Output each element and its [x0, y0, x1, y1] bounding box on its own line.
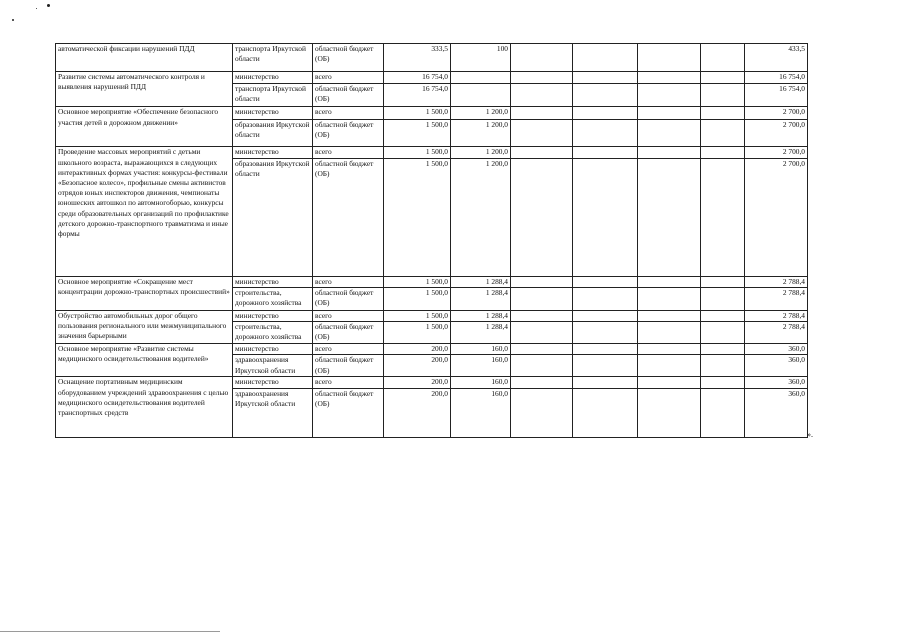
- value-cell: [573, 83, 638, 107]
- total-cell: 360,0: [745, 355, 808, 377]
- funding-source-cell: областной бюджет (ОБ): [313, 322, 384, 344]
- value-cell: 100: [451, 44, 511, 72]
- value-cell: [638, 388, 701, 437]
- total-cell: 2 788,4: [745, 310, 808, 321]
- value-cell: 16 754,0: [384, 71, 451, 83]
- value-cell: [451, 83, 511, 107]
- value-cell: [573, 71, 638, 83]
- value-cell: [638, 288, 701, 311]
- executor-cell: строительства, дорожного хозяйства: [233, 288, 313, 311]
- value-cell: [451, 71, 511, 83]
- funding-source-cell: всего: [313, 107, 384, 119]
- value-cell: [573, 310, 638, 321]
- table-row: [56, 276, 808, 287]
- value-cell: [573, 44, 638, 72]
- executor-cell: министерство: [233, 107, 313, 119]
- funding-source-cell: всего: [313, 310, 384, 321]
- value-cell: [638, 158, 701, 276]
- total-cell: 2 700,0: [745, 107, 808, 119]
- executor-cell: министерство: [233, 377, 313, 388]
- total-cell: 16 754,0: [745, 83, 808, 107]
- value-cell: 1 500,0: [384, 276, 451, 287]
- budget-table: [55, 43, 808, 438]
- value-cell: [573, 355, 638, 377]
- executor-cell: здравоохранения Иркутской области: [233, 355, 313, 377]
- table-row: [56, 71, 808, 83]
- value-cell: [573, 158, 638, 276]
- scan-edge-line: [0, 631, 220, 632]
- value-cell: [511, 343, 573, 354]
- measure-name-cell: Развитие системы автоматического контроля и выявления нарушений ПДД: [56, 71, 233, 107]
- measure-name-cell: Проведение массовых мероприятий с детьми школьного возраста, выражающихся в следующих интерактивных формах участия: конкурсы-фестивали «Безопасное колесо», профильные смены активистов отрядов юных инспекторов движения, чемпионаты юношеских автошкол по автомногоборью, конкурсы среди образовательных организаций по профилактике детского дорожно-транспортного травматизма и иные формы: [56, 147, 233, 276]
- value-cell: [701, 147, 745, 158]
- value-cell: [701, 322, 745, 344]
- value-cell: [638, 355, 701, 377]
- table-row: [56, 147, 808, 158]
- value-cell: 1 500,0: [384, 119, 451, 147]
- funding-source-cell: всего: [313, 147, 384, 158]
- value-cell: 200,0: [384, 388, 451, 437]
- funding-source-cell: областной бюджет (ОБ): [313, 355, 384, 377]
- value-cell: [701, 310, 745, 321]
- value-cell: [573, 107, 638, 119]
- value-cell: [511, 355, 573, 377]
- value-cell: [573, 276, 638, 287]
- value-cell: [511, 147, 573, 158]
- executor-cell: строительства, дорожного хозяйства: [233, 322, 313, 344]
- value-cell: [701, 71, 745, 83]
- total-cell: 433,5: [745, 44, 808, 72]
- value-cell: [701, 158, 745, 276]
- executor-cell: министерство: [233, 310, 313, 321]
- funding-source-cell: областной бюджет (ОБ): [313, 288, 384, 311]
- value-cell: 160,0: [451, 343, 511, 354]
- value-cell: [638, 322, 701, 344]
- value-cell: [701, 288, 745, 311]
- total-cell: 2 700,0: [745, 119, 808, 147]
- value-cell: 1 500,0: [384, 310, 451, 321]
- value-cell: 1 200,0: [451, 119, 511, 147]
- value-cell: [701, 107, 745, 119]
- value-cell: [701, 388, 745, 437]
- value-cell: 1 500,0: [384, 107, 451, 119]
- value-cell: [511, 310, 573, 321]
- funding-source-cell: всего: [313, 71, 384, 83]
- value-cell: [638, 276, 701, 287]
- value-cell: [573, 322, 638, 344]
- scan-speck: [47, 4, 50, 7]
- value-cell: 1 500,0: [384, 288, 451, 311]
- table-row: [56, 343, 808, 354]
- value-cell: 200,0: [384, 377, 451, 388]
- value-cell: [573, 388, 638, 437]
- value-cell: [511, 158, 573, 276]
- value-cell: [701, 83, 745, 107]
- executor-cell: министерство: [233, 343, 313, 354]
- value-cell: [638, 147, 701, 158]
- measure-name-cell: Основное мероприятие «Развитие системы медицинского освидетельствования водителей»: [56, 343, 233, 376]
- executor-cell: министерство: [233, 71, 313, 83]
- funding-source-cell: областной бюджет (ОБ): [313, 158, 384, 276]
- value-cell: [573, 343, 638, 354]
- value-cell: [701, 119, 745, 147]
- scan-speck: [12, 19, 14, 21]
- measure-name-cell: автоматической фиксации нарушений ПДД: [56, 44, 233, 72]
- total-cell: 2 700,0: [745, 158, 808, 276]
- value-cell: 1 288,4: [451, 276, 511, 287]
- value-cell: [511, 83, 573, 107]
- value-cell: 333,5: [384, 44, 451, 72]
- funding-source-cell: областной бюджет (ОБ): [313, 119, 384, 147]
- value-cell: [511, 377, 573, 388]
- funding-source-cell: всего: [313, 377, 384, 388]
- value-cell: [638, 71, 701, 83]
- executor-cell: здравоохранения Иркутской области: [233, 388, 313, 437]
- funding-source-cell: всего: [313, 276, 384, 287]
- value-cell: [638, 310, 701, 321]
- value-cell: [573, 288, 638, 311]
- value-cell: [638, 119, 701, 147]
- value-cell: 1 288,4: [451, 288, 511, 311]
- value-cell: [638, 343, 701, 354]
- value-cell: [511, 276, 573, 287]
- funding-source-cell: всего: [313, 343, 384, 354]
- value-cell: [511, 71, 573, 83]
- table-row: [56, 310, 808, 321]
- executor-cell: транспорта Иркутской области: [233, 83, 313, 107]
- value-cell: [511, 119, 573, 147]
- value-cell: [638, 83, 701, 107]
- scan-speck: [36, 8, 37, 9]
- total-cell: 360,0: [745, 343, 808, 354]
- value-cell: [701, 355, 745, 377]
- funding-source-cell: областной бюджет (ОБ): [313, 388, 384, 437]
- value-cell: 160,0: [451, 377, 511, 388]
- total-cell: 16 754,0: [745, 71, 808, 83]
- value-cell: 1 288,4: [451, 322, 511, 344]
- executor-cell: министерство: [233, 147, 313, 158]
- total-cell: 360,0: [745, 388, 808, 437]
- executor-cell: образования Иркутской области: [233, 119, 313, 147]
- value-cell: 16 754,0: [384, 83, 451, 107]
- funding-source-cell: областной бюджет (ОБ): [313, 83, 384, 107]
- table-row: [56, 44, 808, 72]
- total-cell: 2 788,4: [745, 276, 808, 287]
- executor-cell: министерство: [233, 276, 313, 287]
- value-cell: 1 200,0: [451, 107, 511, 119]
- measure-name-cell: Оснащение портативным медицинским оборудованием учреждений здравоохранения с целью медицинского освидетельствования водителей транспортных средств: [56, 377, 233, 438]
- value-cell: [511, 44, 573, 72]
- value-cell: [701, 276, 745, 287]
- total-cell: 2 788,4: [745, 322, 808, 344]
- executor-cell: транспорта Иркутской области: [233, 44, 313, 72]
- table-row: [56, 377, 808, 388]
- table-row: [56, 107, 808, 119]
- executor-cell: образования Иркутской области: [233, 158, 313, 276]
- value-cell: 200,0: [384, 355, 451, 377]
- measure-name-cell: Обустройство автомобильных дорог общего пользования регионального или межмуниципального значения барьерными: [56, 310, 233, 343]
- value-cell: [511, 288, 573, 311]
- value-cell: 1 200,0: [451, 147, 511, 158]
- funding-source-cell: областной бюджет (ОБ): [313, 44, 384, 72]
- value-cell: 200,0: [384, 343, 451, 354]
- total-cell: 360,0: [745, 377, 808, 388]
- total-cell: 2 700,0: [745, 147, 808, 158]
- value-cell: 1 500,0: [384, 147, 451, 158]
- measure-name-cell: Основное мероприятие «Обеспечение безопасного участия детей в дорожном движении»: [56, 107, 233, 147]
- measure-name-cell: Основное мероприятие «Сокращение мест концентрации дорожно-транспортных происшествий»: [56, 276, 233, 310]
- value-cell: [511, 322, 573, 344]
- value-cell: 1 500,0: [384, 158, 451, 276]
- total-cell: 2 788,4: [745, 288, 808, 311]
- value-cell: [573, 377, 638, 388]
- value-cell: [573, 119, 638, 147]
- value-cell: [638, 44, 701, 72]
- value-cell: [701, 44, 745, 72]
- value-cell: [638, 377, 701, 388]
- page-end-mark: ».: [807, 430, 813, 439]
- value-cell: 1 288,4: [451, 310, 511, 321]
- value-cell: [511, 388, 573, 437]
- value-cell: [701, 343, 745, 354]
- value-cell: 1 500,0: [384, 322, 451, 344]
- value-cell: 1 200,0: [451, 158, 511, 276]
- value-cell: [638, 107, 701, 119]
- value-cell: [701, 377, 745, 388]
- value-cell: [573, 147, 638, 158]
- value-cell: [511, 107, 573, 119]
- value-cell: 160,0: [451, 388, 511, 437]
- value-cell: 160,0: [451, 355, 511, 377]
